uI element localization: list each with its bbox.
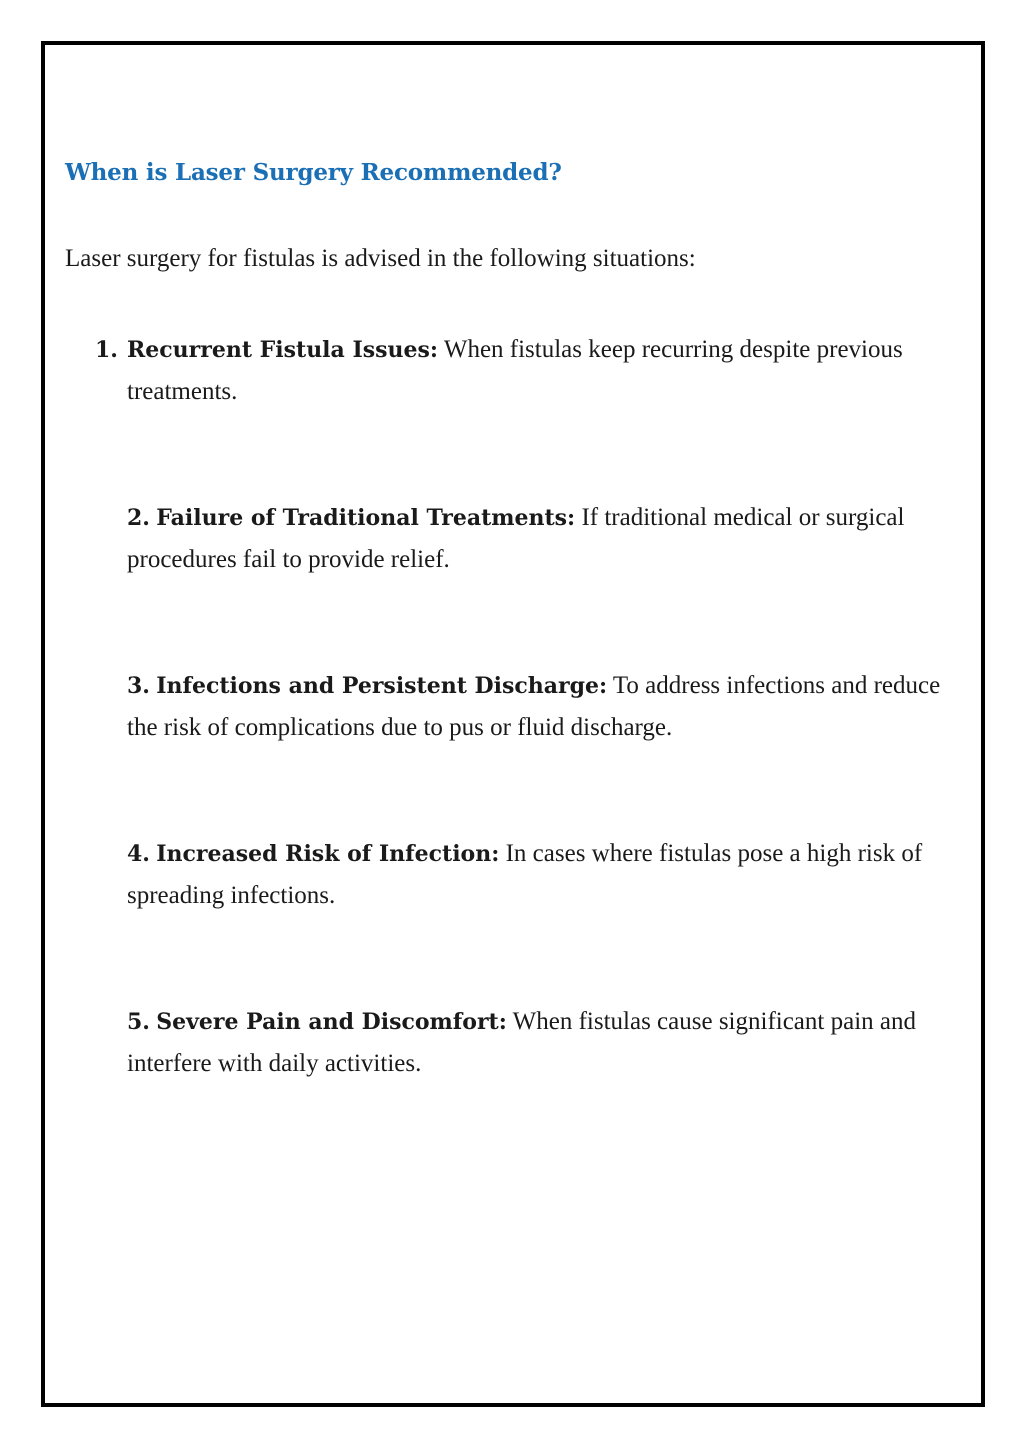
list-item-label: Failure of Traditional Treatments: [156, 505, 576, 531]
list-item-number: 5. [127, 1009, 150, 1035]
list-item-number: 3. [127, 673, 150, 699]
list-item-recurrent-fistula [95, 329, 957, 413]
page-heading: When is Laser Surgery Recommended? [65, 159, 562, 186]
list-item-number: 1. [95, 337, 118, 363]
list-item-severe-pain [127, 1001, 957, 1085]
list-item-text: To address infections and reduce the risk of complications due to pus or fluid discharge. [127, 672, 941, 741]
list-item-infections-discharge [127, 665, 957, 749]
list-item-label: Infections and Persistent Discharge: [156, 673, 608, 699]
list-item-text: In cases where fistulas pose a high risk of spreading infections. [127, 840, 923, 909]
list-item-label: Recurrent Fistula Issues: [127, 337, 439, 363]
intro-paragraph: Laser surgery for fistulas is advised in the following situations: [65, 245, 696, 272]
list-item-traditional-failure [127, 497, 957, 581]
list-item-number: 4. [127, 841, 150, 867]
list-item-text: If traditional medical or surgical procedures fail to provide relief. [127, 504, 905, 573]
list-item-text: When fistulas cause significant pain and interfere with daily activities. [127, 1008, 916, 1077]
list-item-infection-risk [127, 833, 957, 917]
list-item-label: Increased Risk of Infection: [156, 841, 500, 867]
list-item-label: Severe Pain and Discomfort: [156, 1009, 507, 1035]
list-item-number: 2. [127, 505, 150, 531]
list-item-text: When fistulas keep recurring despite previous treatments. [127, 336, 903, 405]
page-frame [41, 41, 985, 1407]
